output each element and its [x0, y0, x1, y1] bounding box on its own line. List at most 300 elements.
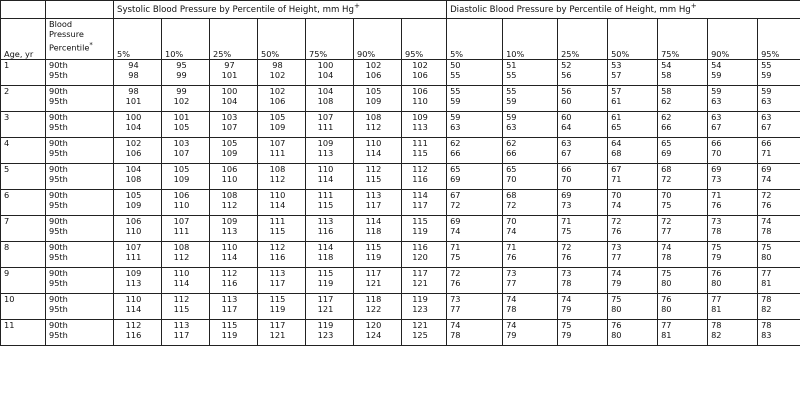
diastolic-value: 65: [506, 164, 517, 174]
systolic-value-cell: [114, 190, 162, 216]
diastolic-value: 65: [450, 164, 461, 174]
systolic-value: 114: [365, 148, 382, 159]
systolic-value-cell: [258, 320, 306, 346]
systolic-value: 112: [269, 174, 286, 185]
systolic-value: 104: [221, 96, 238, 107]
systolic-value: 112: [173, 294, 190, 304]
systolic-value: 114: [317, 242, 334, 252]
systolic-height-percentile-header: 25%: [210, 19, 258, 60]
diastolic-value: 76: [711, 268, 722, 278]
diastolic-value-cell: [708, 216, 758, 242]
diastolic-value-cell: [658, 320, 708, 346]
age-cell: 6: [1, 190, 46, 216]
diastolic-value: 63: [711, 112, 722, 122]
table-row: [1, 164, 800, 190]
diastolic-value: 81: [761, 278, 772, 289]
diastolic-value: 71: [761, 148, 772, 159]
diastolic-value-cell: [708, 112, 758, 138]
diastolic-value-cell: [558, 216, 608, 242]
diastolic-value-cell: [608, 60, 658, 86]
diastolic-value-cell: [658, 164, 708, 190]
bp-percentile-value: 95th: [49, 330, 68, 341]
systolic-value-cell: [114, 268, 162, 294]
diastolic-value-cell: [658, 294, 708, 320]
systolic-value: 119: [317, 278, 334, 289]
diastolic-value-cell: [608, 112, 658, 138]
diastolic-value-cell: [758, 268, 800, 294]
diastolic-value: 71: [711, 190, 722, 200]
systolic-value: 121: [365, 278, 382, 289]
bp-percentile-cell: [46, 190, 114, 216]
diastolic-value: 59: [506, 96, 517, 107]
diastolic-value: 59: [761, 70, 772, 81]
diastolic-value-cell: [758, 242, 800, 268]
diastolic-value: 75: [661, 268, 672, 278]
systolic-value: 123: [412, 304, 428, 315]
systolic-value: 113: [221, 294, 238, 304]
systolic-value-cell: [306, 216, 354, 242]
age-cell: 5: [1, 164, 46, 190]
systolic-value-cell: [354, 190, 402, 216]
age-cell: 9: [1, 268, 46, 294]
systolic-value: 108: [269, 164, 286, 174]
diastolic-value: 66: [661, 122, 672, 133]
systolic-value: 105: [269, 112, 286, 122]
systolic-value-cell: [306, 294, 354, 320]
systolic-value-cell: [354, 112, 402, 138]
table-row: [1, 242, 800, 268]
diastolic-value-cell: [558, 320, 608, 346]
bp-percentile-value: 90th: [49, 112, 68, 122]
systolic-value: 119: [365, 252, 382, 263]
diastolic-value-cell: [658, 190, 708, 216]
diastolic-value: 67: [450, 190, 461, 200]
age-header: Age, yr: [1, 19, 46, 60]
systolic-height-percentile-header: 50%: [258, 19, 306, 60]
systolic-value: 99: [176, 86, 187, 96]
diastolic-value: 74: [450, 320, 461, 330]
diastolic-value: 75: [611, 294, 622, 304]
systolic-value: 116: [125, 330, 142, 341]
bp-percentile-value: 95th: [49, 226, 68, 237]
table-row: [1, 138, 800, 164]
systolic-height-percentile-header: 90%: [354, 19, 402, 60]
systolic-value: 103: [221, 112, 238, 122]
systolic-value-cell: [114, 86, 162, 112]
diastolic-value: 76: [506, 252, 517, 263]
table-row: [1, 294, 800, 320]
diastolic-value: 69: [561, 190, 572, 200]
systolic-value: 114: [221, 252, 238, 263]
diastolic-value: 77: [661, 226, 672, 237]
systolic-value: 110: [125, 226, 142, 237]
age-cell: 11: [1, 320, 46, 346]
diastolic-value: 70: [661, 190, 672, 200]
systolic-value: 120: [365, 320, 382, 330]
systolic-value: 111: [173, 226, 190, 237]
systolic-value: 114: [173, 278, 190, 289]
diastolic-value: 75: [561, 320, 572, 330]
diastolic-value: 61: [611, 96, 622, 107]
diastolic-value: 77: [450, 304, 461, 315]
diastolic-value: 71: [561, 216, 572, 226]
diastolic-value-cell: [503, 242, 558, 268]
diastolic-value: 77: [611, 252, 622, 263]
systolic-value: 117: [269, 278, 286, 289]
systolic-value: 119: [412, 294, 428, 304]
bp-percentile-header: [46, 19, 114, 60]
diastolic-value-cell: [708, 138, 758, 164]
systolic-value: 94: [128, 60, 139, 70]
systolic-value: 98: [128, 70, 139, 81]
age-cell: 4: [1, 138, 46, 164]
diastolic-value: 65: [661, 138, 672, 148]
systolic-value-cell: [258, 216, 306, 242]
systolic-value: 114: [412, 190, 428, 200]
systolic-value: 101: [173, 112, 190, 122]
systolic-value-cell: [258, 268, 306, 294]
systolic-value: 111: [317, 122, 334, 133]
systolic-value: 117: [173, 330, 190, 341]
diastolic-value-cell: [503, 268, 558, 294]
diastolic-value: 51: [506, 60, 517, 70]
systolic-value-cell: [258, 112, 306, 138]
systolic-value-cell: [210, 138, 258, 164]
systolic-value: 116: [269, 252, 286, 263]
diastolic-value: 72: [561, 242, 572, 252]
diastolic-value-cell: [558, 294, 608, 320]
bp-percentile-header-line: Pressure: [49, 29, 84, 40]
systolic-value: 110: [317, 164, 334, 174]
diastolic-value: 55: [450, 86, 461, 96]
diastolic-value: 78: [711, 320, 722, 330]
diastolic-value: 77: [661, 320, 672, 330]
diastolic-value: 75: [761, 242, 772, 252]
systolic-height-percentile-header: 5%: [114, 19, 162, 60]
diastolic-value: 63: [711, 96, 722, 107]
systolic-value: 106: [365, 70, 382, 81]
systolic-value: 116: [221, 278, 238, 289]
diastolic-value: 70: [711, 148, 722, 159]
systolic-value: 111: [317, 190, 334, 200]
diastolic-value-cell: [608, 242, 658, 268]
systolic-value: 109: [365, 96, 382, 107]
systolic-value: 112: [221, 268, 238, 278]
diastolic-value-cell: [608, 320, 658, 346]
diastolic-value-cell: [503, 86, 558, 112]
diastolic-value: 68: [661, 164, 672, 174]
systolic-height-percentile-header: 10%: [162, 19, 210, 60]
diastolic-value: 77: [761, 268, 772, 278]
systolic-value-cell: [210, 112, 258, 138]
systolic-value: 112: [269, 242, 286, 252]
diastolic-value-cell: [708, 268, 758, 294]
diastolic-value-cell: [558, 86, 608, 112]
diastolic-value: 70: [506, 174, 517, 185]
systolic-value-cell: [306, 86, 354, 112]
diastolic-height-percentile-header: 25%: [558, 19, 608, 60]
diastolic-value: 74: [611, 200, 622, 211]
systolic-value: 113: [125, 278, 142, 289]
systolic-value-cell: [354, 164, 402, 190]
systolic-value: 104: [317, 70, 334, 81]
bp-percentile-value: 95th: [49, 96, 68, 107]
systolic-value: 119: [269, 304, 286, 315]
diastolic-value: 68: [506, 190, 517, 200]
systolic-value-cell: [162, 242, 210, 268]
diastolic-value-cell: [558, 268, 608, 294]
diastolic-value: 71: [611, 174, 622, 185]
systolic-value: 98: [128, 86, 139, 96]
systolic-value: 117: [221, 304, 238, 315]
systolic-value-cell: [402, 320, 447, 346]
systolic-value-cell: [306, 164, 354, 190]
systolic-value: 95: [176, 60, 187, 70]
systolic-value-cell: [306, 138, 354, 164]
diastolic-value-cell: [708, 242, 758, 268]
systolic-value: 109: [317, 138, 334, 148]
systolic-value: 109: [221, 148, 238, 159]
diastolic-value-cell: [447, 216, 503, 242]
systolic-value-cell: [210, 320, 258, 346]
systolic-value: 105: [125, 190, 142, 200]
systolic-value: 100: [221, 86, 238, 96]
diastolic-value: 69: [661, 148, 672, 159]
diastolic-value: 72: [661, 174, 672, 185]
systolic-value: 106: [125, 148, 142, 159]
table-row: [1, 86, 800, 112]
bp-percentile-value: 95th: [49, 200, 68, 211]
systolic-value: 105: [365, 86, 382, 96]
systolic-value-cell: [402, 242, 447, 268]
systolic-value: 115: [412, 148, 428, 159]
diastolic-value: 62: [506, 138, 517, 148]
bp-percentile-value: 90th: [49, 268, 68, 278]
systolic-value-cell: [354, 320, 402, 346]
diastolic-value: 81: [661, 330, 672, 341]
table-row: [1, 320, 800, 346]
diastolic-value-cell: [758, 112, 800, 138]
diastolic-value-cell: [758, 164, 800, 190]
systolic-height-percentile-header: 75%: [306, 19, 354, 60]
systolic-value: 106: [412, 70, 428, 81]
systolic-value-cell: [306, 268, 354, 294]
systolic-value: 100: [317, 60, 334, 70]
systolic-value-cell: [114, 242, 162, 268]
systolic-value-cell: [114, 216, 162, 242]
footnote-marker: +: [690, 1, 697, 10]
diastolic-value-cell: [447, 60, 503, 86]
diastolic-value: 80: [761, 252, 772, 263]
systolic-value-cell: [306, 60, 354, 86]
diastolic-value: 69: [761, 164, 772, 174]
systolic-value: 115: [412, 216, 428, 226]
systolic-value: 97: [224, 60, 235, 70]
diastolic-value-cell: [503, 216, 558, 242]
systolic-value: 112: [125, 320, 142, 330]
systolic-value: 102: [269, 70, 286, 81]
systolic-value-cell: [162, 294, 210, 320]
systolic-value-cell: [354, 60, 402, 86]
systolic-value: 102: [269, 86, 286, 96]
systolic-value: 113: [365, 190, 382, 200]
systolic-value: 102: [412, 60, 428, 70]
systolic-value-cell: [402, 164, 447, 190]
diastolic-value: 54: [711, 60, 722, 70]
systolic-value-cell: [114, 138, 162, 164]
table-row: [1, 190, 800, 216]
systolic-value: 123: [317, 330, 334, 341]
diastolic-value: 63: [506, 122, 517, 133]
diastolic-value-cell: [608, 294, 658, 320]
systolic-value: 98: [272, 60, 283, 70]
bp-percentile-value: 90th: [49, 320, 68, 330]
diastolic-value: 57: [611, 86, 622, 96]
bp-percentile-cell: [46, 60, 114, 86]
bp-percentile-value: 90th: [49, 242, 68, 252]
systolic-value: 117: [365, 200, 382, 211]
diastolic-value: 69: [450, 174, 461, 185]
diastolic-value: 59: [711, 86, 722, 96]
systolic-value-cell: [210, 216, 258, 242]
diastolic-value: 80: [661, 304, 672, 315]
footnote-marker: +: [353, 1, 360, 10]
systolic-value: 104: [125, 164, 142, 174]
bp-percentile-cell: [46, 138, 114, 164]
systolic-value-cell: [402, 216, 447, 242]
bp-percentile-cell: [46, 268, 114, 294]
bp-percentile-cell: [46, 320, 114, 346]
diastolic-value: 63: [761, 96, 772, 107]
diastolic-value: 78: [561, 278, 572, 289]
diastolic-value: 77: [506, 278, 517, 289]
systolic-value: 104: [317, 86, 334, 96]
diastolic-height-percentile-header: 50%: [608, 19, 658, 60]
diastolic-value: 80: [611, 330, 622, 341]
diastolic-value-cell: [447, 320, 503, 346]
systolic-value: 115: [269, 226, 286, 237]
diastolic-height-percentile-header: 5%: [447, 19, 503, 60]
group-header-row: [1, 1, 800, 19]
systolic-value-cell: [258, 242, 306, 268]
diastolic-value: 70: [611, 190, 622, 200]
diastolic-value: 74: [611, 268, 622, 278]
systolic-value-cell: [114, 60, 162, 86]
diastolic-height-percentile-header: 75%: [658, 19, 708, 60]
systolic-value: 113: [221, 226, 238, 237]
diastolic-value: 74: [506, 320, 517, 330]
bp-percentile-value: 90th: [49, 190, 68, 200]
diastolic-value: 80: [661, 278, 672, 289]
systolic-value: 107: [221, 122, 238, 133]
systolic-value: 117: [412, 268, 428, 278]
diastolic-height-percentile-header: 10%: [503, 19, 558, 60]
diastolic-value: 78: [506, 304, 517, 315]
systolic-value: 105: [221, 138, 238, 148]
age-cell: 8: [1, 242, 46, 268]
systolic-value: 106: [173, 190, 190, 200]
diastolic-value: 80: [611, 304, 622, 315]
systolic-value: 115: [365, 242, 382, 252]
systolic-value-cell: [402, 138, 447, 164]
diastolic-height-percentile-header: 90%: [708, 19, 758, 60]
diastolic-value: 72: [761, 190, 772, 200]
diastolic-value: 68: [611, 148, 622, 159]
diastolic-value: 79: [506, 330, 517, 341]
age-cell: 10: [1, 294, 46, 320]
age-cell: 2: [1, 86, 46, 112]
diastolic-value-cell: [608, 164, 658, 190]
diastolic-value: 73: [711, 216, 722, 226]
diastolic-value-cell: [447, 164, 503, 190]
systolic-value: 110: [269, 190, 286, 200]
systolic-height-percentile-header: 95%: [402, 19, 447, 60]
diastolic-value: 76: [611, 226, 622, 237]
systolic-value: 109: [125, 200, 142, 211]
diastolic-value-cell: [658, 60, 708, 86]
systolic-value: 116: [412, 174, 428, 185]
diastolic-value-cell: [758, 294, 800, 320]
diastolic-value-cell: [503, 320, 558, 346]
diastolic-value: 73: [611, 242, 622, 252]
systolic-value: 107: [269, 138, 286, 148]
systolic-value: 112: [365, 164, 382, 174]
diastolic-value: 74: [761, 216, 772, 226]
systolic-value-cell: [162, 164, 210, 190]
diastolic-value: 79: [561, 330, 572, 341]
systolic-value-cell: [354, 86, 402, 112]
diastolic-value: 66: [450, 148, 461, 159]
systolic-value: 115: [269, 294, 286, 304]
diastolic-value-cell: [503, 60, 558, 86]
bp-percentile-value: 90th: [49, 60, 68, 70]
diastolic-value: 79: [711, 252, 722, 263]
diastolic-value: 74: [761, 174, 772, 185]
systolic-value: 115: [317, 268, 334, 278]
table-row: [1, 216, 800, 242]
diastolic-value: 54: [661, 60, 672, 70]
systolic-value-cell: [114, 320, 162, 346]
systolic-value: 110: [173, 268, 190, 278]
diastolic-value: 79: [561, 304, 572, 315]
systolic-value-cell: [306, 190, 354, 216]
diastolic-value: 76: [661, 294, 672, 304]
systolic-value-cell: [162, 268, 210, 294]
systolic-value: 113: [269, 268, 286, 278]
systolic-value: 115: [173, 304, 190, 315]
blank-header-cell: [1, 1, 46, 19]
systolic-value: 106: [125, 216, 142, 226]
diastolic-value-cell: [447, 294, 503, 320]
bp-percentile-value: 95th: [49, 148, 68, 159]
diastolic-value: 72: [611, 216, 622, 226]
diastolic-value-cell: [658, 86, 708, 112]
diastolic-value: 69: [711, 164, 722, 174]
systolic-value-cell: [258, 164, 306, 190]
diastolic-value: 64: [611, 138, 622, 148]
systolic-value: 110: [365, 138, 382, 148]
diastolic-value-cell: [503, 294, 558, 320]
diastolic-value: 59: [506, 112, 517, 122]
diastolic-value: 76: [561, 252, 572, 263]
systolic-value-cell: [402, 60, 447, 86]
diastolic-value: 70: [561, 174, 572, 185]
systolic-value: 103: [173, 138, 190, 148]
systolic-value-cell: [162, 138, 210, 164]
diastolic-value: 61: [611, 112, 622, 122]
diastolic-value: 74: [661, 242, 672, 252]
systolic-value: 113: [317, 148, 334, 159]
